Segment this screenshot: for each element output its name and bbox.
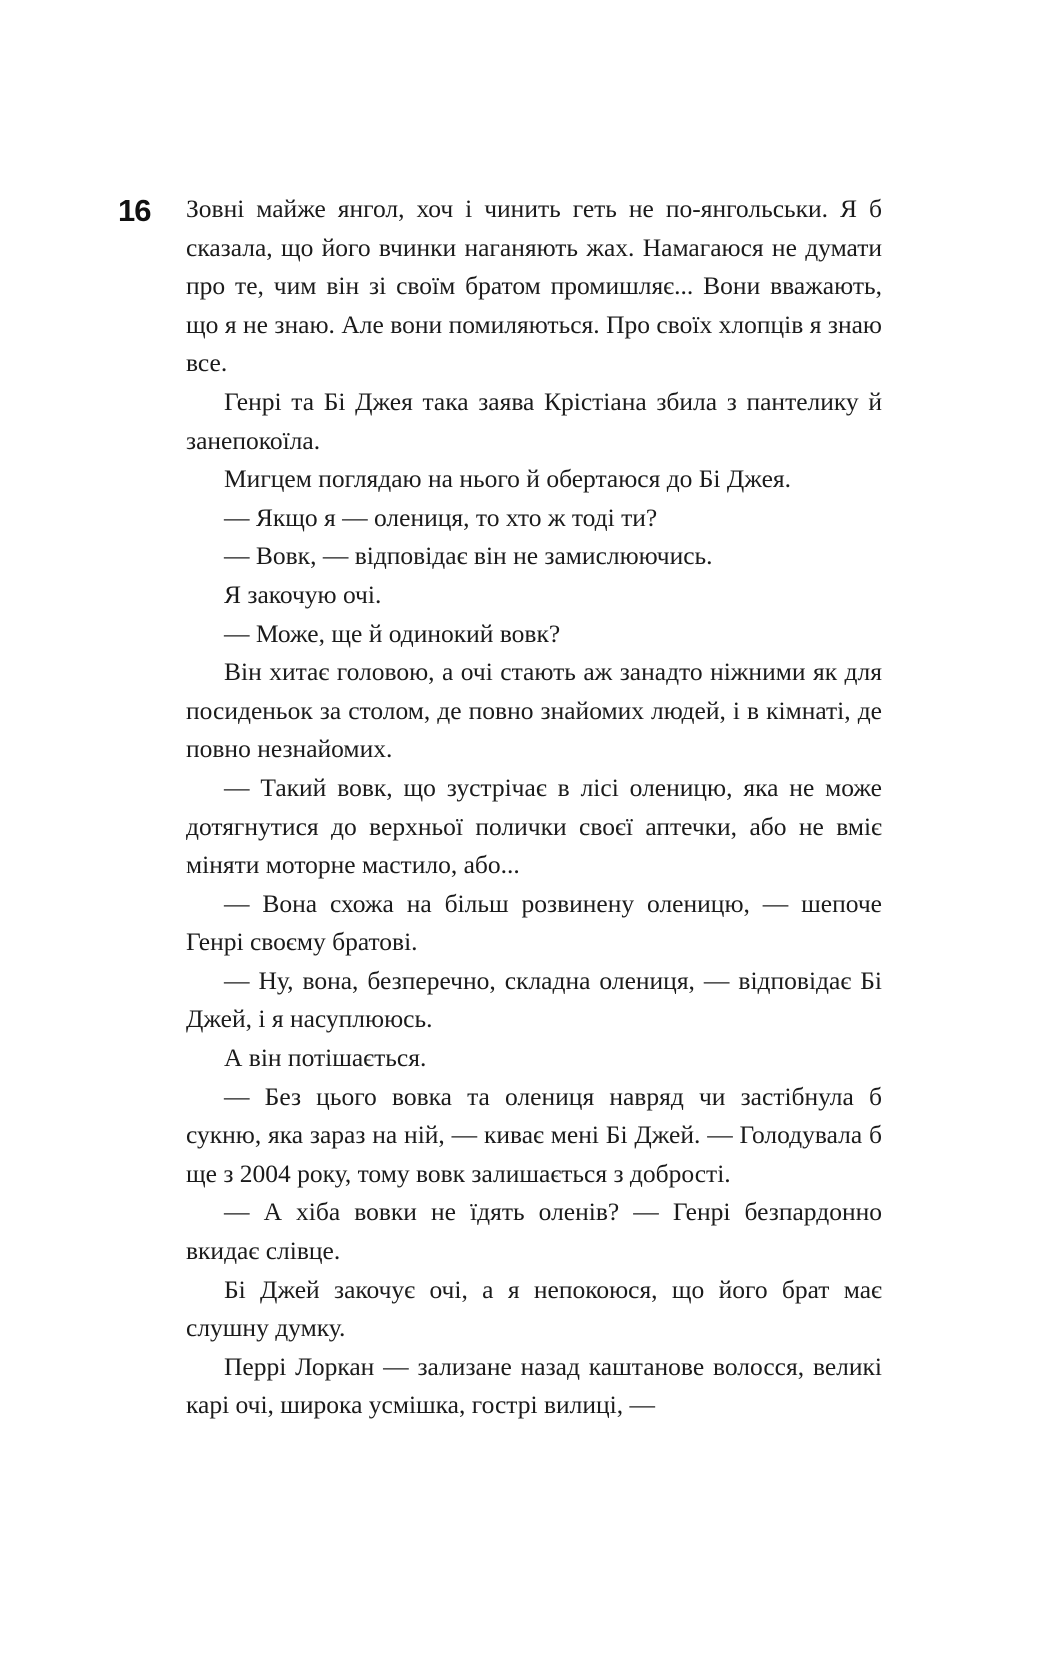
paragraph: Він хитає головою, а очі стають аж занадто ніжними як для посиденьок за столом, де повно знайомих людей, і в кімнаті, де повно незнайомих. (186, 657, 882, 764)
paragraph-dialogue: — Вона схожа на більш розвинену оленицю, — шепоче Генрі своєму братові. (186, 888, 882, 957)
paragraph-dialogue: — Ну, вона, безперечно, складна олениця, — відповідає Бі Джей, і я насуплююсь. (186, 965, 882, 1034)
paragraph-dialogue: — Такий вовк, що зустрічає в лісі оленицю, яка не може дотягнутися до верхньої полички своєї аптечки, або не вміє міняти моторне мастило, або... (186, 772, 882, 880)
paragraph: Я закочую очі. (224, 579, 382, 609)
paragraph: Генрі та Бі Джея така заява Крістіана збила з пантелику й занепокоїла. (186, 386, 882, 455)
paragraph-dialogue: — Може, ще й одинокий вовк? (224, 618, 561, 648)
paragraph: Мигцем поглядаю на нього й обертаюся до Бі Джея. (224, 464, 791, 494)
paragraph: Перрі Лоркан — зализане назад каштанове волосся, великі карі очі, широка усмішка, гострі вилиці, — (186, 1351, 882, 1420)
paragraph-dialogue: — А хіба вовки не їдять оленів? — Генрі безпардонно вкидає слівце. (186, 1197, 882, 1266)
paragraph: Бі Джей закочує очі, а я непокоюся, що його брат має слушну думку. (186, 1274, 882, 1343)
paragraph: А він потішається. (224, 1043, 427, 1073)
text-block (186, 190, 882, 1425)
paragraph-dialogue: — Якщо я — олениця, то хто ж тоді ти? (224, 502, 658, 532)
paragraph-dialogue: — Без цього вовка та олениця навряд чи застібнула б сукню, яка зараз на ній, — киває мені Бі Джей. — Голодувала б ще з 2004 року, тому вовк залишається з добрості. (186, 1081, 882, 1188)
paragraph: Зовні майже янгол, хоч і чинить геть не по-янгольськи. Я б сказала, що його вчинки наганяють жах. Намагаюся не думати про те, чим він зі своїм братом промишляє... Вони вважають, що я не знаю. Але вони помиляються. Про своїх хлопців я знаю все. (186, 194, 882, 378)
page-number: 16 (118, 193, 151, 228)
paragraph-dialogue: — Вовк, — відповідає він не замислюючись. (224, 541, 713, 571)
